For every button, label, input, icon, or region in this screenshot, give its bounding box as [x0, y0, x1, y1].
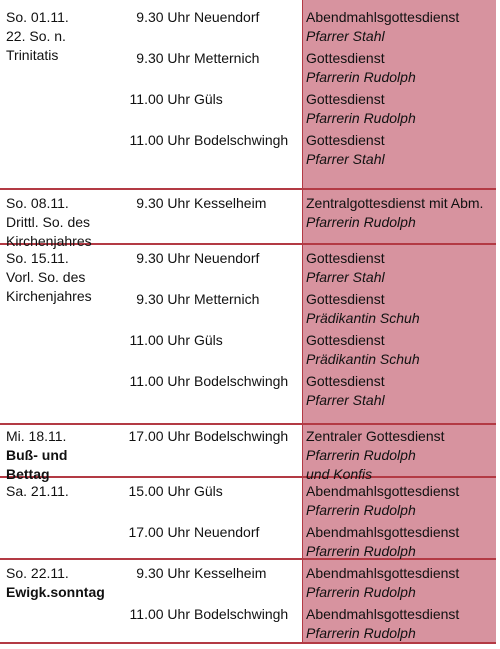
day-block	[0, 0, 500, 190]
day-date: So. 08.11.	[6, 195, 69, 211]
service-type: Gottesdienst	[306, 91, 385, 107]
day-subtitle: Drittl. So. des	[6, 214, 91, 230]
service-row	[0, 90, 500, 131]
service-type: Zentraler Gottesdienst	[306, 428, 445, 444]
service-time: 9.30 Uhr	[136, 565, 190, 581]
service-place: Kesselheim	[194, 565, 267, 581]
service-time: 9.30 Uhr	[136, 291, 190, 307]
day-subtitle: Buß- und	[6, 447, 68, 463]
service-time: 17.00 Uhr	[128, 428, 190, 444]
service-time: 9.30 Uhr	[136, 195, 190, 211]
service-row	[0, 249, 500, 290]
day-subtitle: Bettag	[6, 466, 50, 482]
service-place: Metternich	[194, 291, 260, 307]
service-person: Pfarrerin Rudolph	[306, 69, 416, 85]
service-person: Pfarrerin Rudolph	[306, 214, 416, 230]
service-row	[0, 8, 500, 49]
day-subtitle: Kirchenjahres	[6, 288, 92, 304]
service-place: Bodelschwingh	[194, 373, 289, 389]
service-person: Pfarrerin Rudolph	[306, 110, 416, 126]
service-time: 11.00 Uhr	[129, 606, 190, 622]
service-details	[306, 331, 496, 369]
service-place: Bodelschwingh	[194, 132, 289, 148]
service-time: 9.30 Uhr	[136, 250, 190, 266]
day-subtitle: Vorl. So. des	[6, 269, 86, 285]
service-place: Güls	[194, 332, 223, 348]
service-details	[306, 564, 496, 602]
service-time: 17.00 Uhr	[128, 524, 190, 540]
service-type: Abendmahlsgottesdienst	[306, 9, 460, 25]
service-details	[306, 49, 496, 87]
service-place: Metternich	[194, 50, 260, 66]
service-details	[306, 8, 496, 46]
day-block	[0, 245, 500, 423]
service-details	[306, 194, 496, 232]
service-time: 11.00 Uhr	[129, 332, 190, 348]
service-person: Pfarrerin Rudolph	[306, 447, 416, 463]
service-person: Pfarrer Stahl	[306, 28, 385, 44]
service-place: Neuendorf	[194, 524, 260, 540]
service-person: Pfarrerin Rudolph	[306, 625, 416, 641]
service-type: Gottesdienst	[306, 50, 385, 66]
service-place: Güls	[194, 483, 223, 499]
service-person: Pfarrer Stahl	[306, 151, 385, 167]
service-row	[0, 372, 500, 413]
service-person: Pfarrerin Rudolph	[306, 543, 416, 559]
service-type: Gottesdienst	[306, 250, 385, 266]
day-date: So. 22.11.	[6, 565, 69, 581]
service-place: Kesselheim	[194, 195, 267, 211]
service-time: 9.30 Uhr	[136, 50, 190, 66]
service-details	[306, 249, 496, 287]
service-row	[0, 523, 500, 564]
service-person: und Konfis	[306, 466, 373, 482]
service-time: 9.30 Uhr	[136, 9, 190, 25]
service-details	[306, 372, 496, 410]
service-type: Gottesdienst	[306, 291, 385, 307]
service-type: Abendmahlsgottesdienst	[306, 565, 460, 581]
service-place: Güls	[194, 91, 223, 107]
day-date: So. 01.11.	[6, 9, 69, 25]
service-row	[0, 564, 500, 605]
service-row	[0, 290, 500, 331]
service-details	[306, 427, 496, 484]
day-date: Sa. 21.11.	[6, 483, 69, 499]
service-place: Bodelschwingh	[194, 428, 289, 444]
service-person: Pfarrerin Rudolph	[306, 502, 416, 518]
service-details	[306, 605, 496, 643]
service-row	[0, 605, 500, 646]
service-time: 11.00 Uhr	[129, 373, 190, 389]
service-list	[0, 8, 500, 172]
service-details	[306, 131, 496, 169]
day-subtitle: Ewigk.sonntag	[6, 584, 105, 600]
service-type: Abendmahlsgottesdienst	[306, 524, 460, 540]
day-subtitle: Kirchenjahres	[6, 233, 92, 249]
service-row	[0, 194, 500, 235]
day-subtitle: Trinitatis	[6, 47, 59, 63]
service-list	[0, 564, 500, 646]
service-type: Gottesdienst	[306, 373, 385, 389]
service-person: Prädikantin Schuh	[306, 351, 420, 367]
service-details	[306, 482, 496, 520]
service-type: Abendmahlsgottesdienst	[306, 483, 460, 499]
service-row	[0, 331, 500, 372]
service-details	[306, 290, 496, 328]
row-separator	[0, 423, 496, 425]
day-block	[0, 190, 500, 249]
day-subtitle: 22. So. n.	[6, 28, 66, 44]
service-person: Pfarrer Stahl	[306, 392, 385, 408]
service-list	[0, 482, 500, 564]
day-date: Mi. 18.11.	[6, 428, 67, 444]
service-row	[0, 482, 500, 523]
service-time: 11.00 Uhr	[129, 132, 190, 148]
service-list	[0, 194, 500, 235]
service-type: Abendmahlsgottesdienst	[306, 606, 460, 622]
service-person: Prädikantin Schuh	[306, 310, 420, 326]
day-block	[0, 478, 500, 560]
service-list	[0, 249, 500, 413]
service-type: Zentralgottesdienst mit Abm.	[306, 195, 484, 211]
service-details	[306, 90, 496, 128]
service-time: 11.00 Uhr	[129, 91, 190, 107]
service-place: Neuendorf	[194, 9, 260, 25]
day-block	[0, 560, 500, 644]
service-place: Neuendorf	[194, 250, 260, 266]
service-person: Pfarrerin Rudolph	[306, 584, 416, 600]
service-time: 15.00 Uhr	[128, 483, 190, 499]
day-date: So. 15.11.	[6, 250, 69, 266]
service-type: Gottesdienst	[306, 132, 385, 148]
service-row	[0, 131, 500, 172]
service-row	[0, 49, 500, 90]
day-block	[0, 423, 500, 482]
service-person: Pfarrer Stahl	[306, 269, 385, 285]
service-place: Bodelschwingh	[194, 606, 289, 622]
service-details	[306, 523, 496, 561]
service-type: Gottesdienst	[306, 332, 385, 348]
